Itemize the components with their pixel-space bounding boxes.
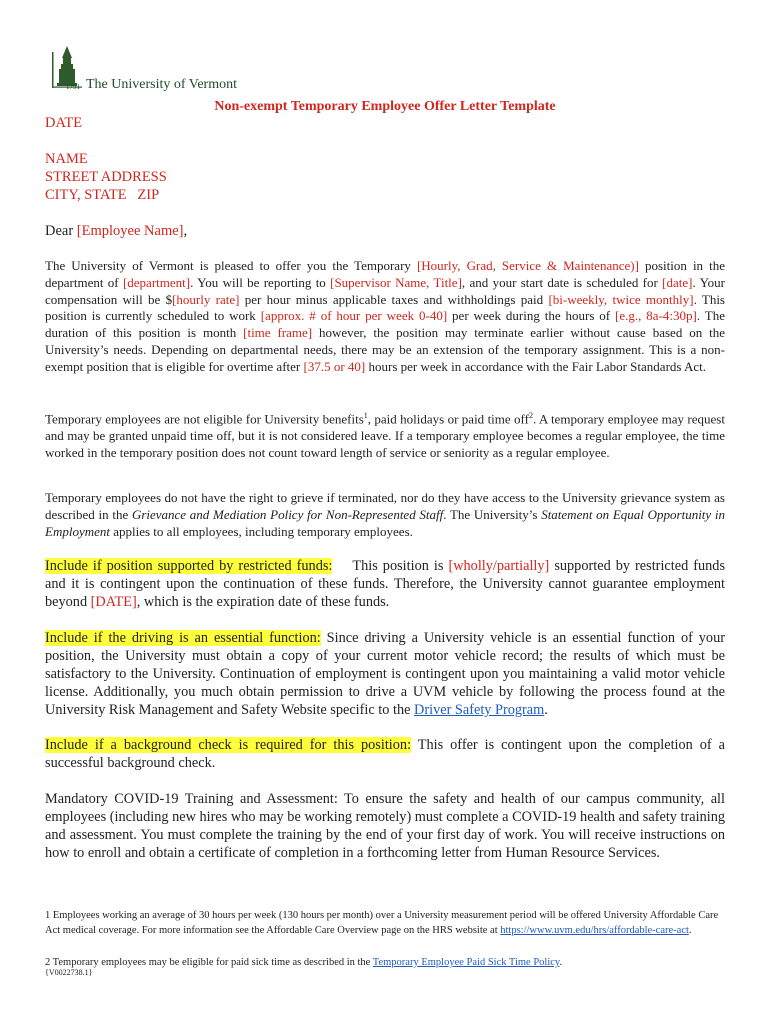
- position-type-placeholder: [Hourly, Grad, Service & Maintenance)]: [416, 258, 639, 273]
- grievance-policy-title: Grievance and Mediation Policy for Non-Represented Staff: [131, 506, 444, 522]
- text: . You will be reporting to: [190, 274, 331, 290]
- footnote-ref-2: 2: [528, 411, 533, 420]
- pay-frequency-placeholder: [bi-weekly, twice monthly]: [548, 291, 694, 307]
- text: , which is the expiration date of these funds.: [136, 594, 390, 610]
- salutation-dear: Dear: [45, 223, 77, 239]
- text: , paid holidays or paid time off: [367, 411, 529, 427]
- salutation: [45, 223, 187, 240]
- footnote-1: [45, 908, 725, 938]
- uvm-logo: [52, 46, 252, 98]
- text: 2 Temporary employees may be eligible for paid sick time as described in the: [45, 957, 373, 968]
- supervisor-placeholder: [Supervisor Name, Title]: [330, 274, 462, 290]
- overtime-threshold-placeholder: [37.5 or 40]: [303, 358, 366, 374]
- document-id: {V0022738.1}: [45, 968, 93, 977]
- text: .: [544, 702, 548, 718]
- footnote-2: [45, 955, 725, 970]
- text: . This position is currently scheduled to work: [45, 291, 725, 324]
- page-title: Non-exempt Temporary Employee Offer Letter Template: [214, 99, 556, 114]
- text: .: [559, 957, 563, 968]
- offer-paragraph: [45, 258, 725, 376]
- text: . Your compensation will be $: [45, 274, 725, 307]
- work-hours-placeholder: [e.g., 8a-4:30p]: [615, 308, 697, 324]
- city-placeholder: CITY, STATE ZIP: [45, 187, 160, 203]
- text: however, the position may terminate earlier without cause based on the University’s needs. Depending on departmental needs, there may be an extension of the temporary assignment. This is a non-exempt position that is eligible for overtime after: [45, 325, 725, 374]
- text: hours per week in accordance with the Fair Labor Standards Act.: [365, 358, 707, 374]
- text: per hour minus applicable taxes and withholdings paid: [239, 291, 549, 307]
- text: per week during the hours of: [447, 308, 616, 324]
- text: . The University’s: [443, 506, 542, 522]
- affordable-care-link[interactable]: https://www.uvm.edu/hrs/affordable-care-act: [500, 925, 689, 936]
- text: position in the department of: [45, 258, 726, 290]
- text: Temporary employees are not eligible for University benefits: [45, 411, 364, 427]
- name-placeholder: NAME: [45, 151, 88, 167]
- expiration-date-placeholder: [DATE]: [90, 594, 137, 610]
- funding-placeholder: [wholly/partially]: [448, 558, 550, 574]
- equal-opportunity-title: Statement on Equal Opportunity in Employment: [45, 506, 726, 539]
- text: , and your start date is scheduled for: [461, 274, 663, 290]
- logo-year: 1791: [66, 83, 80, 91]
- text: Temporary employees do not have the right to grieve if terminated, nor do they have access to the University grievance system as described in the: [45, 490, 725, 522]
- start-date-placeholder: [date]: [662, 274, 693, 290]
- background-check-note: Include if a background check is required for this position:: [45, 737, 412, 753]
- hourly-rate-placeholder: [hourly rate]: [172, 291, 240, 307]
- footnote-ref-1: 1: [363, 411, 368, 420]
- text: . A temporary employee may request and may be granted unpaid time off, but it is not considered leave. If a temporary employee becomes a regular employee, the time worked in the temporary position does not count toward length of service or seniority as a regular employee.: [45, 411, 725, 460]
- text: Since driving a University vehicle is an essential function of your position, the University must obtain a copy of your current motor vehicle record; the results of which must be satisfactory to the University. Continuation of employment is contingent upon you maintaining a valid motor vehicle license. Additionally, you much obtain permission to drive a UVM vehicle by following the process found at the University Risk Management and Safety Website specific to the: [45, 630, 725, 718]
- text: supported by restricted funds and it is contingent upon the continuation of these funds. Therefore, the University cannot guarantee employment beyond: [45, 558, 726, 610]
- grievance-paragraph: [45, 490, 725, 540]
- covid-training-paragraph: Mandatory COVID-19 Training and Assessment: To ensure the safety and health of our campus community, all employees (including new hires who may be working remotely) must complete a COVID-19 health and safety training and assessment. You must complete the training by the end of your first day of work. You will receive instructions on how to enroll and obtain a certificate of completion in a forthcoming letter from Human Resource Services.: [45, 791, 725, 861]
- employee-name-placeholder: [Employee Name]: [76, 223, 184, 239]
- hours-per-week-placeholder: [approx. # of hour per week 0-40]: [260, 308, 448, 324]
- restricted-funds-note: Include if position supported by restricted funds:: [45, 558, 333, 574]
- text: This position is: [352, 558, 449, 574]
- sick-time-policy-link[interactable]: Temporary Employee Paid Sick Time Policy: [372, 957, 560, 968]
- driving-paragraph: [45, 629, 725, 719]
- driver-safety-program-link[interactable]: Driver Safety Program: [414, 702, 545, 718]
- department-placeholder: [department]: [122, 274, 191, 290]
- text: .: [688, 925, 692, 936]
- text: . The duration of this position is month: [45, 308, 725, 341]
- background-check-paragraph: [45, 736, 725, 772]
- text: This offer is contingent upon the completion of a successful background check.: [45, 737, 726, 771]
- benefits-paragraph: [45, 408, 725, 462]
- text: 1 Employees working an average of 30 hours per week (130 hours per month) over a University measurement period will be offered University Affordable Care Act medical coverage. For more information see the Affordable Care Overview page on the HRS website at: [45, 910, 719, 936]
- text: The University of Vermont is pleased to offer you the Temporary: [45, 258, 417, 273]
- driving-note: Include if the driving is an essential function:: [45, 630, 321, 646]
- text: applies to all employees, including temporary employees.: [109, 523, 413, 539]
- street-placeholder: STREET ADDRESS: [45, 169, 167, 185]
- salutation-comma: ,: [183, 223, 188, 239]
- time-frame-placeholder: [time frame]: [243, 325, 313, 341]
- logo-wordmark: The University of Vermont: [86, 77, 237, 92]
- date-placeholder: DATE: [45, 115, 83, 131]
- restricted-funds-paragraph: [45, 557, 725, 611]
